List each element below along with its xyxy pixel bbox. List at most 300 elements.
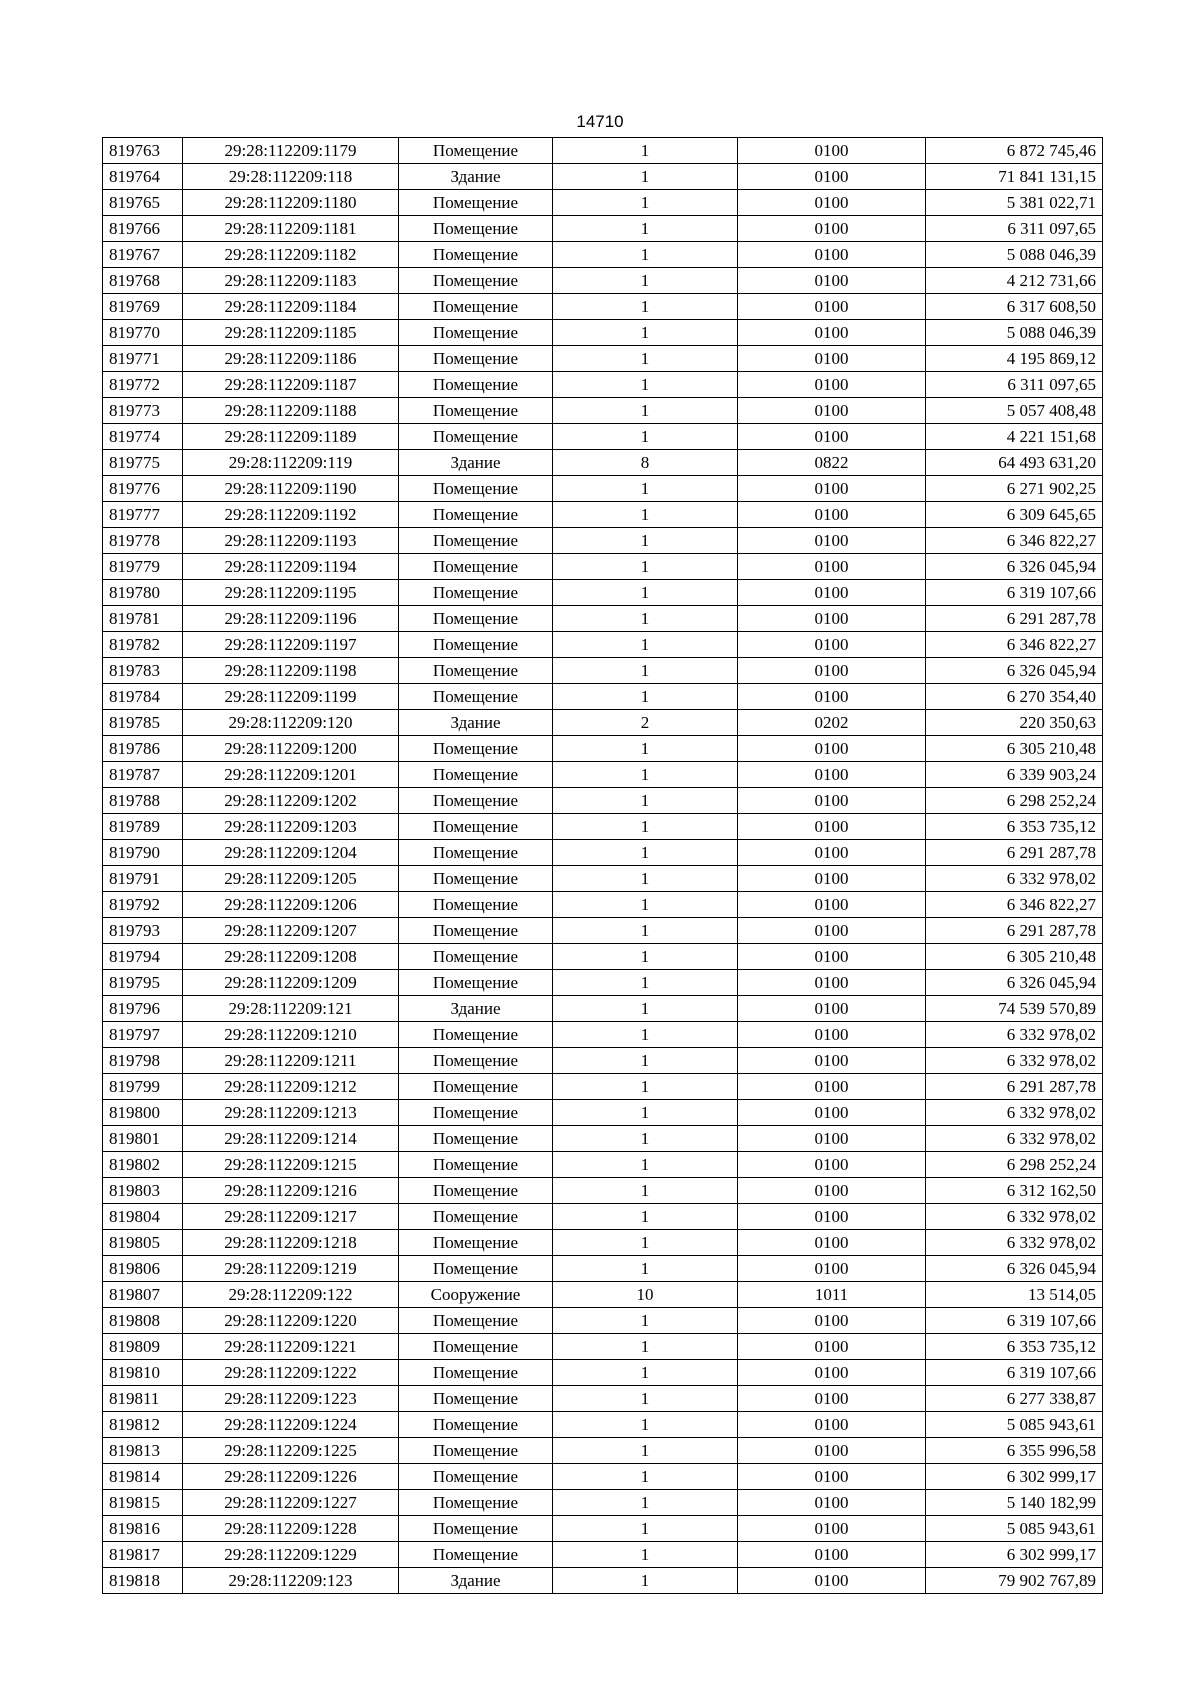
cadastral-value-cell: 6 270 354,40 [926, 684, 1103, 710]
quantity-cell: 1 [553, 580, 738, 606]
row-number-cell: 819807 [103, 1282, 183, 1308]
code-cell: 0100 [738, 1490, 926, 1516]
code-cell: 0822 [738, 450, 926, 476]
table-row [103, 1022, 1103, 1048]
table-row [103, 1542, 1103, 1568]
cadastral-value-cell: 6 353 735,12 [926, 1334, 1103, 1360]
table-row [103, 1334, 1103, 1360]
cadastral-number-cell: 29:28:112209:1199 [183, 684, 399, 710]
cadastral-number-cell: 29:28:112209:1198 [183, 658, 399, 684]
row-number-cell: 819813 [103, 1438, 183, 1464]
cadastral-number-cell: 29:28:112209:1181 [183, 216, 399, 242]
quantity-cell: 1 [553, 1308, 738, 1334]
cadastral-number-cell: 29:28:112209:1228 [183, 1516, 399, 1542]
table-row [103, 632, 1103, 658]
row-number-cell: 819802 [103, 1152, 183, 1178]
cadastral-number-cell: 29:28:112209:121 [183, 996, 399, 1022]
object-type-cell: Помещение [399, 1074, 553, 1100]
cadastral-number-cell: 29:28:112209:1188 [183, 398, 399, 424]
table-row [103, 1204, 1103, 1230]
object-type-cell: Помещение [399, 1490, 553, 1516]
cadastral-number-cell: 29:28:112209:1226 [183, 1464, 399, 1490]
code-cell: 0100 [738, 632, 926, 658]
row-number-cell: 819774 [103, 424, 183, 450]
cadastral-value-cell: 6 291 287,78 [926, 1074, 1103, 1100]
cadastral-value-cell: 5 088 046,39 [926, 320, 1103, 346]
object-type-cell: Помещение [399, 814, 553, 840]
code-cell: 0100 [738, 138, 926, 164]
code-cell: 0100 [738, 346, 926, 372]
row-number-cell: 819809 [103, 1334, 183, 1360]
cadastral-value-cell: 5 085 943,61 [926, 1516, 1103, 1542]
quantity-cell: 1 [553, 970, 738, 996]
quantity-cell: 1 [553, 268, 738, 294]
object-type-cell: Помещение [399, 580, 553, 606]
cadastral-number-cell: 29:28:112209:1180 [183, 190, 399, 216]
object-type-cell: Помещение [399, 1230, 553, 1256]
object-type-cell: Помещение [399, 346, 553, 372]
quantity-cell: 1 [553, 502, 738, 528]
code-cell: 0100 [738, 1126, 926, 1152]
cadastral-number-cell: 29:28:112209:1190 [183, 476, 399, 502]
row-number-cell: 819815 [103, 1490, 183, 1516]
quantity-cell: 1 [553, 658, 738, 684]
quantity-cell: 1 [553, 242, 738, 268]
table-row [103, 658, 1103, 684]
object-type-cell: Помещение [399, 1126, 553, 1152]
cadastral-value-cell: 6 332 978,02 [926, 1022, 1103, 1048]
cadastral-number-cell: 29:28:112209:1192 [183, 502, 399, 528]
row-number-cell: 819777 [103, 502, 183, 528]
cadastral-value-cell: 4 212 731,66 [926, 268, 1103, 294]
object-type-cell: Помещение [399, 1360, 553, 1386]
quantity-cell: 1 [553, 1256, 738, 1282]
cadastral-number-cell: 29:28:112209:1205 [183, 866, 399, 892]
quantity-cell: 2 [553, 710, 738, 736]
cadastral-number-cell: 29:28:112209:1227 [183, 1490, 399, 1516]
code-cell: 0100 [738, 970, 926, 996]
code-cell: 0100 [738, 424, 926, 450]
code-cell: 0100 [738, 918, 926, 944]
object-type-cell: Помещение [399, 1204, 553, 1230]
quantity-cell: 1 [553, 632, 738, 658]
row-number-cell: 819811 [103, 1386, 183, 1412]
quantity-cell: 1 [553, 684, 738, 710]
table-row [103, 1126, 1103, 1152]
quantity-cell: 1 [553, 1490, 738, 1516]
object-type-cell: Помещение [399, 970, 553, 996]
table-row [103, 1386, 1103, 1412]
code-cell: 0100 [738, 840, 926, 866]
row-number-cell: 819769 [103, 294, 183, 320]
code-cell: 0100 [738, 1334, 926, 1360]
table-row [103, 710, 1103, 736]
row-number-cell: 819765 [103, 190, 183, 216]
table-row [103, 372, 1103, 398]
row-number-cell: 819780 [103, 580, 183, 606]
code-cell: 0100 [738, 320, 926, 346]
cadastral-number-cell: 29:28:112209:1213 [183, 1100, 399, 1126]
code-cell: 0100 [738, 1412, 926, 1438]
cadastral-number-cell: 29:28:112209:1194 [183, 554, 399, 580]
cadastral-value-cell: 4 195 869,12 [926, 346, 1103, 372]
code-cell: 0100 [738, 164, 926, 190]
cadastral-value-cell: 6 326 045,94 [926, 970, 1103, 996]
code-cell: 0100 [738, 658, 926, 684]
row-number-cell: 819786 [103, 736, 183, 762]
code-cell: 0100 [738, 684, 926, 710]
cadastral-value-cell: 6 319 107,66 [926, 580, 1103, 606]
quantity-cell: 1 [553, 1022, 738, 1048]
code-cell: 0100 [738, 814, 926, 840]
cadastral-value-cell: 5 381 022,71 [926, 190, 1103, 216]
code-cell: 0100 [738, 1152, 926, 1178]
cadastral-value-cell: 6 326 045,94 [926, 1256, 1103, 1282]
row-number-cell: 819773 [103, 398, 183, 424]
code-cell: 0100 [738, 294, 926, 320]
quantity-cell: 1 [553, 1230, 738, 1256]
cadastral-value-cell: 6 319 107,66 [926, 1308, 1103, 1334]
row-number-cell: 819796 [103, 996, 183, 1022]
quantity-cell: 1 [553, 866, 738, 892]
cadastral-number-cell: 29:28:112209:123 [183, 1568, 399, 1594]
object-type-cell: Помещение [399, 502, 553, 528]
quantity-cell: 1 [553, 398, 738, 424]
table-row [103, 476, 1103, 502]
row-number-cell: 819816 [103, 1516, 183, 1542]
cadastral-value-cell: 6 302 999,17 [926, 1542, 1103, 1568]
table-row [103, 190, 1103, 216]
quantity-cell: 1 [553, 1152, 738, 1178]
cadastral-value-cell: 6 291 287,78 [926, 840, 1103, 866]
table-row [103, 918, 1103, 944]
row-number-cell: 819798 [103, 1048, 183, 1074]
table-row [103, 424, 1103, 450]
object-type-cell: Помещение [399, 242, 553, 268]
row-number-cell: 819806 [103, 1256, 183, 1282]
cadastral-number-cell: 29:28:112209:1185 [183, 320, 399, 346]
cadastral-number-cell: 29:28:112209:1212 [183, 1074, 399, 1100]
cadastral-number-cell: 29:28:112209:1196 [183, 606, 399, 632]
cadastral-value-cell: 6 291 287,78 [926, 606, 1103, 632]
cadastral-value-cell: 6 326 045,94 [926, 554, 1103, 580]
cadastral-value-cell: 6 872 745,46 [926, 138, 1103, 164]
object-type-cell: Помещение [399, 1516, 553, 1542]
table-row [103, 606, 1103, 632]
row-number-cell: 819784 [103, 684, 183, 710]
quantity-cell: 10 [553, 1282, 738, 1308]
quantity-cell: 1 [553, 1360, 738, 1386]
cadastral-number-cell: 29:28:112209:1189 [183, 424, 399, 450]
table-row [103, 1152, 1103, 1178]
row-number-cell: 819770 [103, 320, 183, 346]
code-cell: 0100 [738, 1100, 926, 1126]
object-type-cell: Помещение [399, 1152, 553, 1178]
code-cell: 0100 [738, 528, 926, 554]
row-number-cell: 819764 [103, 164, 183, 190]
table-row [103, 138, 1103, 164]
cadastral-value-cell: 6 319 107,66 [926, 1360, 1103, 1386]
quantity-cell: 1 [553, 476, 738, 502]
row-number-cell: 819787 [103, 762, 183, 788]
cadastral-value-cell: 5 088 046,39 [926, 242, 1103, 268]
object-type-cell: Помещение [399, 424, 553, 450]
row-number-cell: 819805 [103, 1230, 183, 1256]
cadastral-number-cell: 29:28:112209:1217 [183, 1204, 399, 1230]
cadastral-number-cell: 29:28:112209:1200 [183, 736, 399, 762]
cadastral-value-cell: 6 305 210,48 [926, 944, 1103, 970]
row-number-cell: 819803 [103, 1178, 183, 1204]
row-number-cell: 819785 [103, 710, 183, 736]
quantity-cell: 1 [553, 528, 738, 554]
cadastral-number-cell: 29:28:112209:1216 [183, 1178, 399, 1204]
row-number-cell: 819817 [103, 1542, 183, 1568]
code-cell: 0100 [738, 242, 926, 268]
table-row [103, 320, 1103, 346]
row-number-cell: 819772 [103, 372, 183, 398]
cadastral-number-cell: 29:28:112209:1203 [183, 814, 399, 840]
object-type-cell: Помещение [399, 762, 553, 788]
table-row [103, 398, 1103, 424]
table-row [103, 1516, 1103, 1542]
row-number-cell: 819771 [103, 346, 183, 372]
quantity-cell: 1 [553, 892, 738, 918]
quantity-cell: 1 [553, 996, 738, 1022]
table-row [103, 1074, 1103, 1100]
cadastral-number-cell: 29:28:112209:1193 [183, 528, 399, 554]
code-cell: 0100 [738, 1386, 926, 1412]
quantity-cell: 1 [553, 1204, 738, 1230]
code-cell: 0100 [738, 1542, 926, 1568]
cadastral-number-cell: 29:28:112209:1222 [183, 1360, 399, 1386]
cadastral-number-cell: 29:28:112209:1224 [183, 1412, 399, 1438]
table-row [103, 1568, 1103, 1594]
object-type-cell: Помещение [399, 1438, 553, 1464]
quantity-cell: 1 [553, 1542, 738, 1568]
table-row [103, 294, 1103, 320]
object-type-cell: Помещение [399, 1048, 553, 1074]
quantity-cell: 1 [553, 554, 738, 580]
quantity-cell: 1 [553, 814, 738, 840]
table-body [103, 138, 1103, 1594]
cadastral-number-cell: 29:28:112209:120 [183, 710, 399, 736]
cadastral-number-cell: 29:28:112209:1219 [183, 1256, 399, 1282]
row-number-cell: 819791 [103, 866, 183, 892]
table-row [103, 502, 1103, 528]
quantity-cell: 1 [553, 762, 738, 788]
cadastral-value-cell: 4 221 151,68 [926, 424, 1103, 450]
cadastral-value-cell: 6 271 902,25 [926, 476, 1103, 502]
row-number-cell: 819788 [103, 788, 183, 814]
object-type-cell: Помещение [399, 320, 553, 346]
cadastral-number-cell: 29:28:112209:1209 [183, 970, 399, 996]
quantity-cell: 1 [553, 840, 738, 866]
cadastral-value-cell: 6 311 097,65 [926, 216, 1103, 242]
cadastral-number-cell: 29:28:112209:1215 [183, 1152, 399, 1178]
row-number-cell: 819767 [103, 242, 183, 268]
quantity-cell: 1 [553, 372, 738, 398]
cadastral-number-cell: 29:28:112209:1179 [183, 138, 399, 164]
cadastral-value-cell: 6 277 338,87 [926, 1386, 1103, 1412]
code-cell: 0100 [738, 788, 926, 814]
object-type-cell: Помещение [399, 398, 553, 424]
cadastral-value-cell: 6 309 645,65 [926, 502, 1103, 528]
cadastral-number-cell: 29:28:112209:1210 [183, 1022, 399, 1048]
row-number-cell: 819818 [103, 1568, 183, 1594]
object-type-cell: Помещение [399, 1178, 553, 1204]
quantity-cell: 1 [553, 1386, 738, 1412]
object-type-cell: Помещение [399, 1464, 553, 1490]
object-type-cell: Помещение [399, 554, 553, 580]
table-row [103, 1438, 1103, 1464]
object-type-cell: Помещение [399, 476, 553, 502]
quantity-cell: 1 [553, 138, 738, 164]
table-row [103, 268, 1103, 294]
quantity-cell: 1 [553, 918, 738, 944]
object-type-cell: Помещение [399, 1542, 553, 1568]
code-cell: 0100 [738, 554, 926, 580]
code-cell: 0100 [738, 996, 926, 1022]
table-row [103, 892, 1103, 918]
row-number-cell: 819795 [103, 970, 183, 996]
cadastral-number-cell: 29:28:112209:1220 [183, 1308, 399, 1334]
cadastral-value-cell: 220 350,63 [926, 710, 1103, 736]
row-number-cell: 819782 [103, 632, 183, 658]
cadastral-value-cell: 6 326 045,94 [926, 658, 1103, 684]
row-number-cell: 819810 [103, 1360, 183, 1386]
quantity-cell: 1 [553, 1100, 738, 1126]
quantity-cell: 1 [553, 1334, 738, 1360]
code-cell: 0100 [738, 866, 926, 892]
object-type-cell: Помещение [399, 892, 553, 918]
object-type-cell: Помещение [399, 1022, 553, 1048]
object-type-cell: Помещение [399, 918, 553, 944]
object-type-cell: Помещение [399, 1334, 553, 1360]
object-type-cell: Помещение [399, 216, 553, 242]
table-row [103, 1490, 1103, 1516]
object-type-cell: Помещение [399, 632, 553, 658]
page-number: 14710 [576, 112, 624, 131]
row-number-cell: 819808 [103, 1308, 183, 1334]
object-type-cell: Сооружение [399, 1282, 553, 1308]
row-number-cell: 819789 [103, 814, 183, 840]
row-number-cell: 819794 [103, 944, 183, 970]
row-number-cell: 819797 [103, 1022, 183, 1048]
object-type-cell: Помещение [399, 1412, 553, 1438]
row-number-cell: 819801 [103, 1126, 183, 1152]
code-cell: 0100 [738, 190, 926, 216]
cadastral-value-cell: 79 902 767,89 [926, 1568, 1103, 1594]
code-cell: 0100 [738, 1256, 926, 1282]
row-number-cell: 819775 [103, 450, 183, 476]
table-row [103, 1360, 1103, 1386]
cadastral-number-cell: 29:28:112209:1225 [183, 1438, 399, 1464]
cadastral-value-cell: 6 355 996,58 [926, 1438, 1103, 1464]
table-row [103, 1412, 1103, 1438]
code-cell: 0100 [738, 892, 926, 918]
table-row [103, 736, 1103, 762]
object-type-cell: Помещение [399, 866, 553, 892]
row-number-cell: 819792 [103, 892, 183, 918]
code-cell: 0100 [738, 1308, 926, 1334]
code-cell: 0100 [738, 1074, 926, 1100]
table-row [103, 762, 1103, 788]
code-cell: 0100 [738, 372, 926, 398]
object-type-cell: Помещение [399, 294, 553, 320]
cadastral-number-cell: 29:28:112209:1202 [183, 788, 399, 814]
table-row [103, 164, 1103, 190]
cadastral-value-cell: 74 539 570,89 [926, 996, 1103, 1022]
row-number-cell: 819783 [103, 658, 183, 684]
table-row [103, 1178, 1103, 1204]
cadastral-value-cell: 5 085 943,61 [926, 1412, 1103, 1438]
code-cell: 0100 [738, 1048, 926, 1074]
table-row [103, 242, 1103, 268]
cadastral-value-cell: 6 332 978,02 [926, 1126, 1103, 1152]
cadastral-value-cell: 6 332 978,02 [926, 1100, 1103, 1126]
table-row [103, 1256, 1103, 1282]
cadastral-value-cell: 6 312 162,50 [926, 1178, 1103, 1204]
table-row [103, 346, 1103, 372]
cadastral-value-cell: 6 305 210,48 [926, 736, 1103, 762]
cadastral-number-cell: 29:28:112209:118 [183, 164, 399, 190]
table-row [103, 216, 1103, 242]
table-row [103, 1048, 1103, 1074]
object-type-cell: Помещение [399, 944, 553, 970]
row-number-cell: 819776 [103, 476, 183, 502]
cadastral-value-cell: 6 346 822,27 [926, 528, 1103, 554]
cadastral-value-cell: 6 298 252,24 [926, 1152, 1103, 1178]
cadastral-number-cell: 29:28:112209:1183 [183, 268, 399, 294]
row-number-cell: 819790 [103, 840, 183, 866]
cadastral-number-cell: 29:28:112209:1214 [183, 1126, 399, 1152]
object-type-cell: Помещение [399, 840, 553, 866]
quantity-cell: 1 [553, 1178, 738, 1204]
cadastral-value-cell: 6 339 903,24 [926, 762, 1103, 788]
row-number-cell: 819766 [103, 216, 183, 242]
cadastral-value-cell: 6 332 978,02 [926, 1048, 1103, 1074]
cadastral-value-cell: 13 514,05 [926, 1282, 1103, 1308]
table-row [103, 580, 1103, 606]
table-row [103, 1282, 1103, 1308]
object-type-cell: Помещение [399, 1256, 553, 1282]
quantity-cell: 1 [553, 736, 738, 762]
object-type-cell: Помещение [399, 138, 553, 164]
object-type-cell: Помещение [399, 1308, 553, 1334]
object-type-cell: Помещение [399, 658, 553, 684]
table-row [103, 970, 1103, 996]
cadastral-number-cell: 29:28:112209:1186 [183, 346, 399, 372]
object-type-cell: Здание [399, 164, 553, 190]
object-type-cell: Помещение [399, 190, 553, 216]
cadastral-value-cell: 6 332 978,02 [926, 866, 1103, 892]
row-number-cell: 819779 [103, 554, 183, 580]
cadastral-value-cell: 6 291 287,78 [926, 918, 1103, 944]
code-cell: 0100 [738, 268, 926, 294]
cadastral-value-cell: 71 841 131,15 [926, 164, 1103, 190]
cadastral-value-cell: 6 353 735,12 [926, 814, 1103, 840]
cadastral-number-cell: 29:28:112209:122 [183, 1282, 399, 1308]
code-cell: 0100 [738, 1204, 926, 1230]
cadastral-value-cell: 6 298 252,24 [926, 788, 1103, 814]
object-type-cell: Здание [399, 1568, 553, 1594]
code-cell: 0100 [738, 580, 926, 606]
cadastral-value-table [102, 137, 1103, 1594]
table-row [103, 866, 1103, 892]
row-number-cell: 819763 [103, 138, 183, 164]
code-cell: 0100 [738, 1464, 926, 1490]
cadastral-number-cell: 29:28:112209:1197 [183, 632, 399, 658]
